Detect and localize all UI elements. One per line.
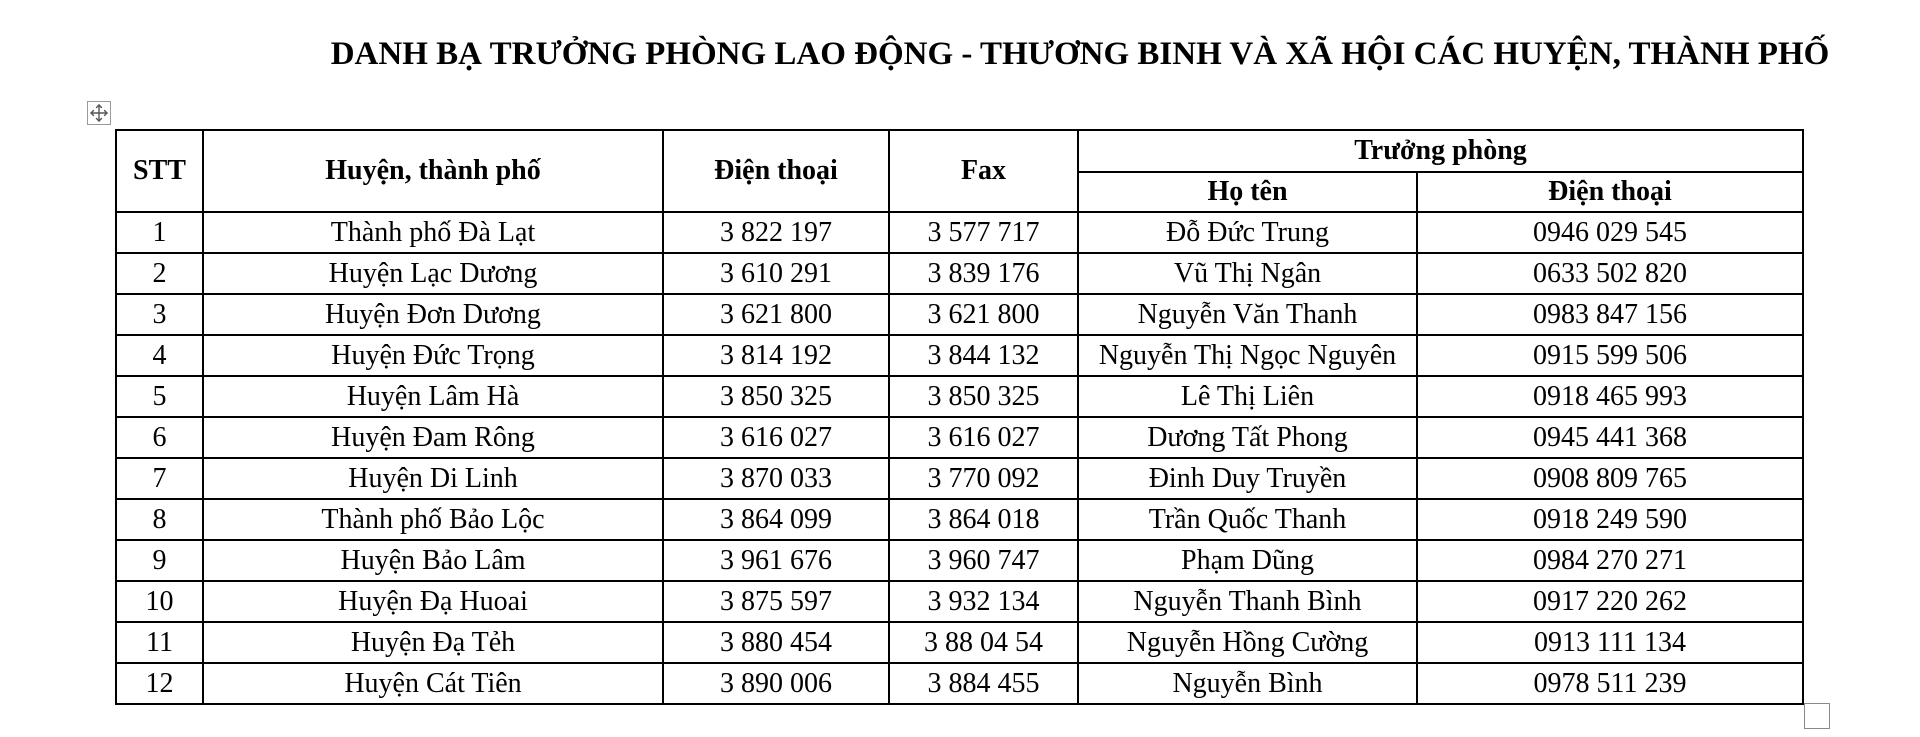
table-row <box>116 458 1803 499</box>
cell-phone: 3 880 454 <box>663 622 889 663</box>
cell-head-phone: 0983 847 156 <box>1417 294 1803 335</box>
cell-head-phone: 0984 270 271 <box>1417 540 1803 581</box>
cell-fax: 3 864 018 <box>889 499 1078 540</box>
cell-phone: 3 870 033 <box>663 458 889 499</box>
table-row <box>116 294 1803 335</box>
cell-fax: 3 839 176 <box>889 253 1078 294</box>
cell-stt: 11 <box>116 622 203 663</box>
cell-phone: 3 814 192 <box>663 335 889 376</box>
header-row <box>116 130 1803 172</box>
cell-stt: 6 <box>116 417 203 458</box>
cell-district: Huyện Lâm Hà <box>203 376 663 417</box>
table-row <box>116 376 1803 417</box>
cell-stt: 8 <box>116 499 203 540</box>
header-head-of-office: Trưởng phòng <box>1078 130 1803 172</box>
cell-stt: 5 <box>116 376 203 417</box>
cell-head-name: Nguyễn Văn Thanh <box>1078 294 1417 335</box>
cell-head-name: Lê Thị Liên <box>1078 376 1417 417</box>
cell-district: Huyện Đạ Huoai <box>203 581 663 622</box>
move-arrows-icon[interactable] <box>87 101 111 125</box>
cell-fax: 3 770 092 <box>889 458 1078 499</box>
cell-head-name: Nguyễn Hồng Cường <box>1078 622 1417 663</box>
cell-fax: 3 960 747 <box>889 540 1078 581</box>
cell-fax: 3 621 800 <box>889 294 1078 335</box>
cell-head-name: Phạm Dũng <box>1078 540 1417 581</box>
cell-phone: 3 616 027 <box>663 417 889 458</box>
table-row <box>116 499 1803 540</box>
cell-head-name: Dương Tất Phong <box>1078 417 1417 458</box>
cell-fax: 3 88 04 54 <box>889 622 1078 663</box>
table-row <box>116 253 1803 294</box>
cell-head-phone: 0917 220 262 <box>1417 581 1803 622</box>
header-fax: Fax <box>889 130 1078 212</box>
header-phone: Điện thoại <box>663 130 889 212</box>
document-title: DANH BẠ TRƯỞNG PHÒNG LAO ĐỘNG - THƯƠNG BINH VÀ XÃ HỘI CÁC HUYỆN, THÀNH PHỐ <box>330 36 1830 72</box>
cell-district: Huyện Đức Trọng <box>203 335 663 376</box>
cell-head-phone: 0633 502 820 <box>1417 253 1803 294</box>
cell-district: Huyện Cát Tiên <box>203 663 663 704</box>
cell-district: Huyện Đam Rông <box>203 417 663 458</box>
cell-stt: 4 <box>116 335 203 376</box>
cell-phone: 3 875 597 <box>663 581 889 622</box>
cell-fax: 3 577 717 <box>889 212 1078 253</box>
cell-stt: 7 <box>116 458 203 499</box>
cell-district: Huyện Đạ Tẻh <box>203 622 663 663</box>
cell-head-name: Nguyễn Bình <box>1078 663 1417 704</box>
cell-stt: 9 <box>116 540 203 581</box>
cell-head-name: Đinh Duy Truyền <box>1078 458 1417 499</box>
cell-fax: 3 616 027 <box>889 417 1078 458</box>
cell-head-phone: 0978 511 239 <box>1417 663 1803 704</box>
cell-phone: 3 890 006 <box>663 663 889 704</box>
cell-head-name: Trần Quốc Thanh <box>1078 499 1417 540</box>
header-head-name: Họ tên <box>1078 172 1417 212</box>
cell-phone: 3 850 325 <box>663 376 889 417</box>
cell-stt: 2 <box>116 253 203 294</box>
header-head-phone: Điện thoại <box>1417 172 1803 212</box>
table-row <box>116 622 1803 663</box>
cell-head-phone: 0946 029 545 <box>1417 212 1803 253</box>
cell-head-phone: 0915 599 506 <box>1417 335 1803 376</box>
cell-phone: 3 621 800 <box>663 294 889 335</box>
cell-head-phone: 0918 249 590 <box>1417 499 1803 540</box>
cell-head-phone: 0913 111 134 <box>1417 622 1803 663</box>
cell-head-name: Vũ Thị Ngân <box>1078 253 1417 294</box>
cell-head-name: Đỗ Đức Trung <box>1078 212 1417 253</box>
header-district: Huyện, thành phố <box>203 130 663 212</box>
directory-table <box>115 129 1804 705</box>
cell-district: Huyện Bảo Lâm <box>203 540 663 581</box>
cell-phone: 3 822 197 <box>663 212 889 253</box>
cell-district: Thành phố Bảo Lộc <box>203 499 663 540</box>
cell-stt: 1 <box>116 212 203 253</box>
cell-stt: 3 <box>116 294 203 335</box>
cell-head-name: Nguyễn Thị Ngọc Nguyên <box>1078 335 1417 376</box>
cell-phone: 3 961 676 <box>663 540 889 581</box>
cell-head-phone: 0945 441 368 <box>1417 417 1803 458</box>
cell-head-phone: 0908 809 765 <box>1417 458 1803 499</box>
cell-stt: 12 <box>116 663 203 704</box>
cell-head-name: Nguyễn Thanh Bình <box>1078 581 1417 622</box>
table-row <box>116 540 1803 581</box>
cell-fax: 3 884 455 <box>889 663 1078 704</box>
table-row <box>116 212 1803 253</box>
cell-district: Huyện Di Linh <box>203 458 663 499</box>
cell-district: Huyện Lạc Dương <box>203 253 663 294</box>
table-row <box>116 417 1803 458</box>
cell-phone: 3 864 099 <box>663 499 889 540</box>
table-row <box>116 663 1803 704</box>
cell-fax: 3 932 134 <box>889 581 1078 622</box>
table-row <box>116 335 1803 376</box>
cell-fax: 3 850 325 <box>889 376 1078 417</box>
cell-district: Huyện Đơn Dương <box>203 294 663 335</box>
header-stt: STT <box>116 130 203 212</box>
cell-stt: 10 <box>116 581 203 622</box>
cell-fax: 3 844 132 <box>889 335 1078 376</box>
cell-phone: 3 610 291 <box>663 253 889 294</box>
cell-head-phone: 0918 465 993 <box>1417 376 1803 417</box>
resize-square-icon[interactable] <box>1804 703 1830 729</box>
table-row <box>116 581 1803 622</box>
cell-district: Thành phố Đà Lạt <box>203 212 663 253</box>
